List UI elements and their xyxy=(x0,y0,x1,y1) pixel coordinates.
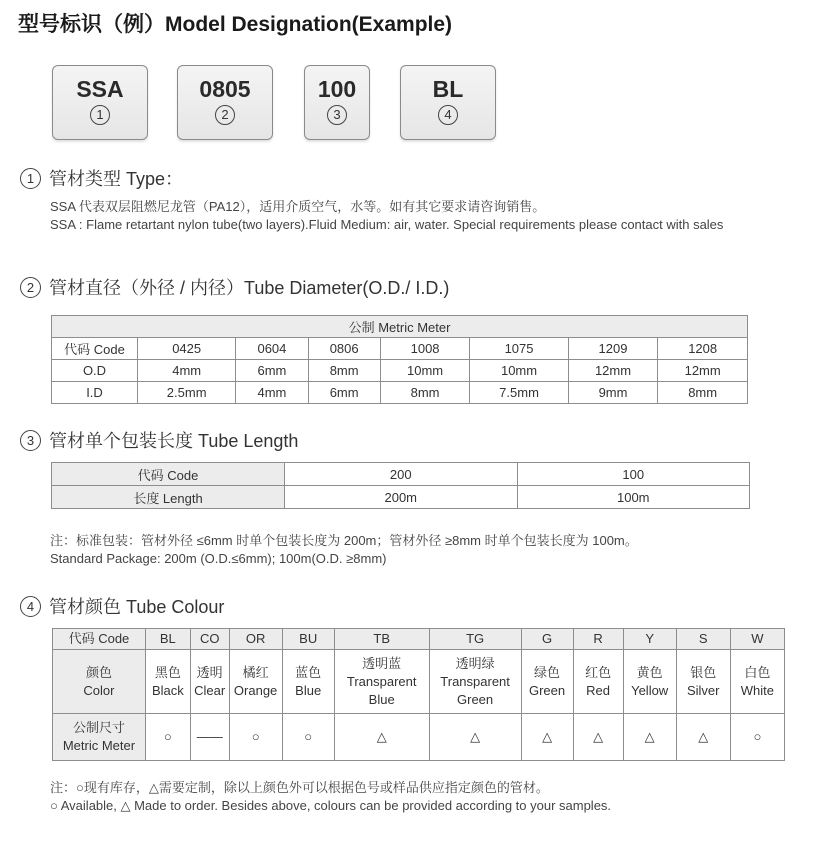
colour-name-cell xyxy=(145,650,190,714)
colour-name-cell xyxy=(573,650,623,714)
length-note-en: Standard Package: 200m (O.D.≤6mm); 100m(O.D. ≥8mm) xyxy=(50,551,387,566)
colour-name-en: Green xyxy=(457,691,494,707)
code-box-type xyxy=(52,65,148,140)
availability-cell: ○ xyxy=(145,714,190,761)
availability-cell: △ xyxy=(623,714,676,761)
availability-cell: ○ xyxy=(282,714,334,761)
row-label: I.D xyxy=(52,382,138,404)
colour-note xyxy=(50,779,770,815)
code-box-code: 100 xyxy=(317,76,357,102)
colour-name-en: Yellow xyxy=(631,682,669,698)
row-label: 代码 Code xyxy=(52,338,138,360)
colour-name-cn: 橘红 xyxy=(242,664,269,680)
row-label: 代码 Code xyxy=(52,463,285,486)
row-label-cn: 公制尺寸 xyxy=(72,720,125,735)
section-heading-text: 管材单个包装长度 Tube Length xyxy=(49,431,299,451)
availability-cell: △ xyxy=(521,714,573,761)
code-box-code: BL xyxy=(432,76,464,102)
colour-name-cn: 黑色 xyxy=(154,664,181,680)
row-label xyxy=(53,650,146,714)
colour-name-en: Blue xyxy=(368,691,395,707)
colour-name-en: Orange xyxy=(233,682,278,698)
colour-code-cell: BU xyxy=(282,629,334,650)
row-label-en: Metric Meter xyxy=(62,738,136,753)
colour-table xyxy=(52,628,785,761)
circled-number: 1 xyxy=(20,168,41,189)
availability-cell: △ xyxy=(334,714,429,761)
colour-name-cn: 透明绿 xyxy=(455,655,495,671)
circled-number: 4 xyxy=(438,105,458,125)
code-box-code: SSA xyxy=(76,76,124,102)
colour-name-en: Clear xyxy=(194,682,226,698)
section-heading-text: 管材直径（外径 / 内径）Tube Diameter(O.D./ I.D.) xyxy=(49,278,450,298)
colour-name-cn: 银色 xyxy=(690,664,717,680)
table-cell: 7.5mm xyxy=(470,382,568,404)
table-cell: 100 xyxy=(517,463,750,486)
row-label: 代码 Code xyxy=(53,629,146,650)
table-cell: 1208 xyxy=(658,338,748,360)
colour-name-cn: 透明 xyxy=(196,664,223,680)
row-label-en: Color xyxy=(83,682,115,698)
section-type-heading xyxy=(20,165,183,191)
colour-name-cell xyxy=(429,650,521,714)
colour-name-cell xyxy=(730,650,784,714)
code-box-diameter xyxy=(177,65,273,140)
colour-code-cell: R xyxy=(573,629,623,650)
circled-number: 2 xyxy=(215,105,235,125)
section-length-heading xyxy=(20,427,298,453)
table-cell: 12mm xyxy=(658,360,748,382)
row-label-cn: 颜色 xyxy=(85,664,112,680)
row-label: O.D xyxy=(52,360,138,382)
colour-code-cell: Y xyxy=(623,629,676,650)
section-heading-text: 管材类型 Type： xyxy=(49,169,184,189)
table-cell: 1075 xyxy=(470,338,568,360)
colour-name-cn: 红色 xyxy=(585,664,612,680)
colour-name-en: Black xyxy=(151,682,184,698)
table-cell: 8mm xyxy=(380,382,470,404)
colour-name-en: Green xyxy=(528,682,566,698)
circled-number: 3 xyxy=(327,105,347,125)
table-cell: 0425 xyxy=(138,338,236,360)
code-box-code: 0805 xyxy=(199,76,251,102)
colour-code-cell: BL xyxy=(145,629,190,650)
table-cell: 4mm xyxy=(236,382,308,404)
circled-number: 2 xyxy=(20,277,41,298)
colour-code-cell: TB xyxy=(334,629,429,650)
colour-name-cn: 绿色 xyxy=(534,664,561,680)
table-cell: 200 xyxy=(285,463,518,486)
availability-cell: ○ xyxy=(229,714,282,761)
colour-name-en: Silver xyxy=(686,682,720,698)
type-description-en: SSA : Flame retartant nylon tube(two layers).Fluid Medium: air, water. Special requirements please contact with sales xyxy=(50,217,724,232)
table-cell: 6mm xyxy=(236,360,308,382)
table-cell: 10mm xyxy=(380,360,470,382)
availability-cell: △ xyxy=(573,714,623,761)
circled-number: 3 xyxy=(20,430,41,451)
type-description xyxy=(50,198,730,234)
availability-cell: —— xyxy=(190,714,229,761)
table-cell: 200m xyxy=(285,486,518,509)
table-cell: 6mm xyxy=(308,382,380,404)
circled-number: 4 xyxy=(20,596,41,617)
colour-note-cn: 注：○现有库存，△需要定制，除以上颜色外可以根据色号或样品供应指定颜色的管材。 xyxy=(50,780,549,795)
colour-name-cell xyxy=(623,650,676,714)
table-cell: 0604 xyxy=(236,338,308,360)
colour-name-cn: 黄色 xyxy=(636,664,663,680)
colour-name-cell xyxy=(282,650,334,714)
colour-note-en: ○ Available, △ Made to order. Besides above, colours can be provided according to your samples. xyxy=(50,798,612,813)
table-cell: 10mm xyxy=(470,360,568,382)
availability-cell: △ xyxy=(429,714,521,761)
colour-name-en: Blue xyxy=(295,682,322,698)
circled-number: 1 xyxy=(90,105,110,125)
table-cell: 1209 xyxy=(568,338,658,360)
length-note xyxy=(50,532,750,568)
colour-name-en: Transparent xyxy=(440,673,510,689)
colour-code-cell: OR xyxy=(229,629,282,650)
length-note-cn: 注：标准包装：管材外径 ≤6mm 时单个包装长度为 200m；管材外径 ≥8mm 时单个包装长度为 100m。 xyxy=(50,533,638,548)
table-cell: 2.5mm xyxy=(138,382,236,404)
table-cell: 1008 xyxy=(380,338,470,360)
table-cell: 100m xyxy=(517,486,750,509)
code-box-length xyxy=(304,65,370,140)
colour-name-cell xyxy=(190,650,229,714)
colour-code-cell: S xyxy=(676,629,730,650)
length-table xyxy=(51,462,750,509)
colour-name-en: Transparent xyxy=(346,673,417,689)
colour-name-cell xyxy=(676,650,730,714)
table-cell: 8mm xyxy=(658,382,748,404)
colour-code-cell: TG xyxy=(429,629,521,650)
colour-name-en: White xyxy=(740,682,774,698)
colour-name-cell xyxy=(229,650,282,714)
diameter-table xyxy=(51,315,748,404)
code-box-colour xyxy=(400,65,496,140)
colour-code-cell: W xyxy=(730,629,784,650)
colour-name-cn: 白色 xyxy=(744,664,771,680)
colour-name-cell xyxy=(521,650,573,714)
row-label: 长度 Length xyxy=(52,486,285,509)
colour-code-cell: G xyxy=(521,629,573,650)
availability-cell: ○ xyxy=(730,714,784,761)
availability-cell: △ xyxy=(676,714,730,761)
table-cell: 9mm xyxy=(568,382,658,404)
type-description-cn: SSA 代表双层阻燃尼龙管（PA12），适用介质空气，水等。如有其它要求请咨询销售。 xyxy=(50,199,546,214)
table-cell: 12mm xyxy=(568,360,658,382)
colour-name-en: Red xyxy=(586,682,611,698)
diameter-table-title: 公制 Metric Meter xyxy=(52,316,748,338)
row-label xyxy=(53,714,146,761)
section-diameter-heading xyxy=(20,274,449,300)
section-colour-heading xyxy=(20,593,224,619)
table-cell: 8mm xyxy=(308,360,380,382)
table-cell: 0806 xyxy=(308,338,380,360)
colour-name-cn: 蓝色 xyxy=(295,664,322,680)
colour-name-cn: 透明蓝 xyxy=(362,655,402,671)
page-title: 型号标识（例）Model Designation(Example) xyxy=(18,13,453,36)
table-cell: 4mm xyxy=(138,360,236,382)
section-heading-text: 管材颜色 Tube Colour xyxy=(49,597,225,617)
colour-code-cell: CO xyxy=(190,629,229,650)
colour-name-cell xyxy=(334,650,429,714)
